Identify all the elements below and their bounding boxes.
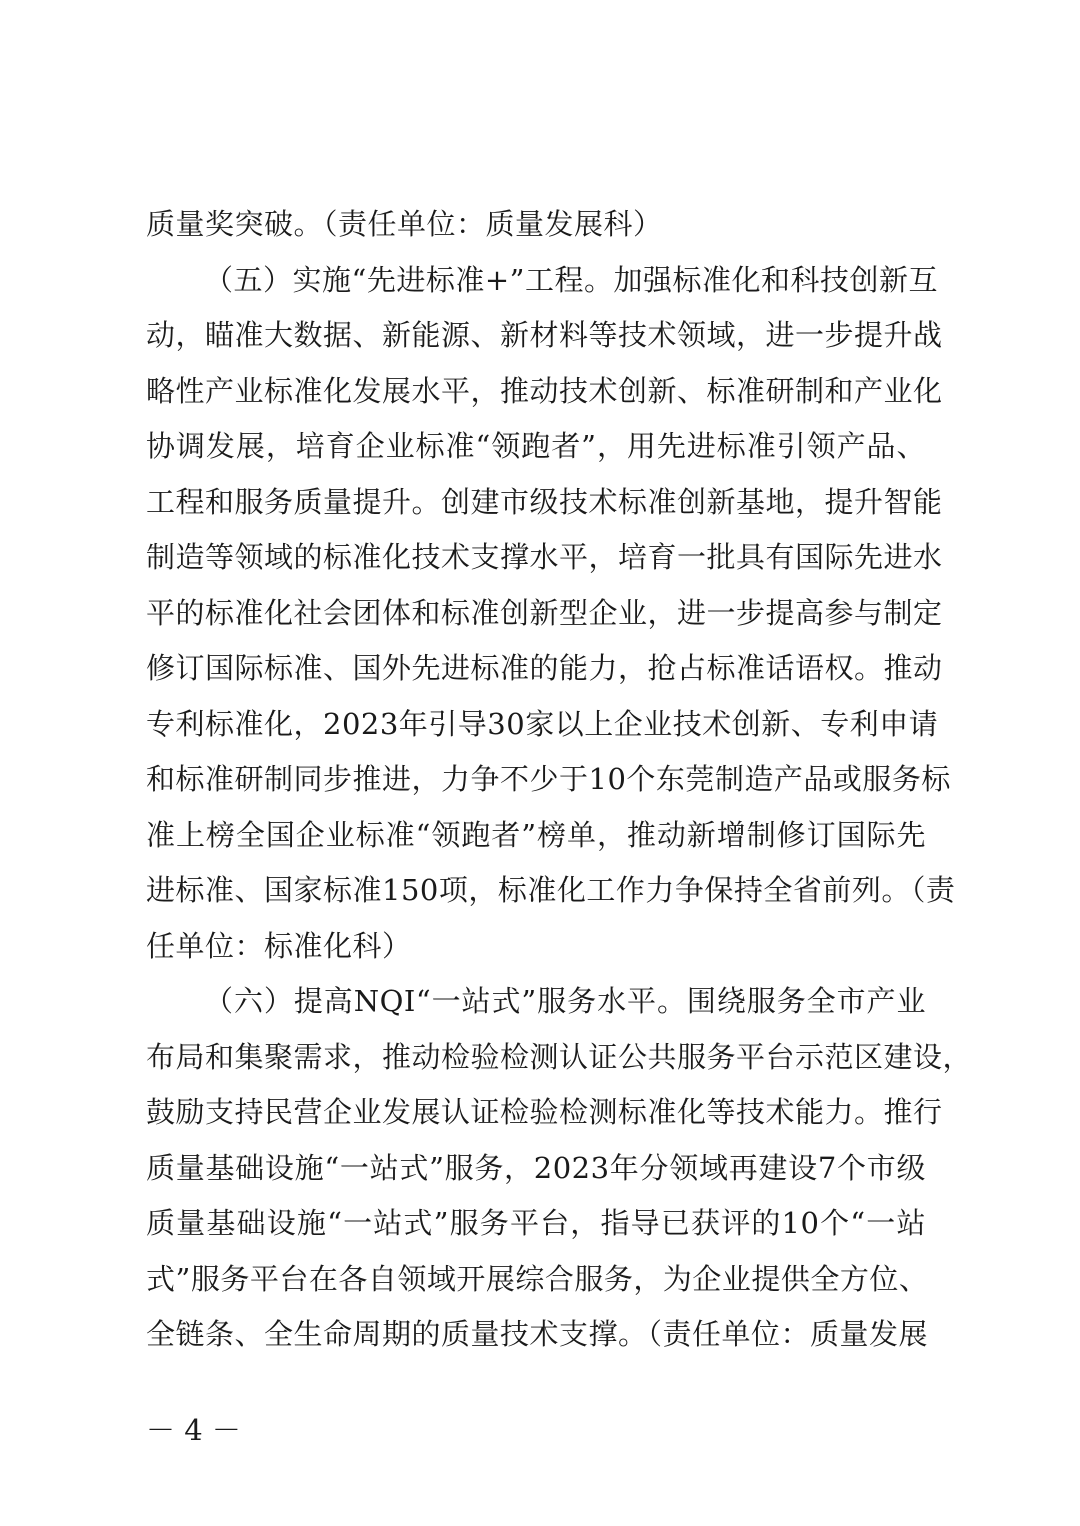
page-number: － 4 －: [146, 1413, 241, 1447]
text-line-13: 进标准、国家标准150项，标准化工作力争保持全省前列。（责: [146, 873, 956, 907]
text-line-7: 制造等领域的标准化技术支撑水平，培育一批具有国际先进水: [146, 540, 943, 574]
text-line-21: 全链条、全生命周期的质量技术支撑。（责任单位：质量发展: [146, 1317, 929, 1351]
text-line-20: 式”服务平台在各自领域开展综合服务，为企业提供全方位、: [146, 1262, 929, 1296]
text-line-4: 略性产业标准化发展水平，推动技术创新、标准研制和产业化: [146, 374, 943, 408]
text-line-8: 平的标准化社会团体和标准创新型企业，进一步提高参与制定: [146, 596, 943, 630]
section-five-heading-line: （五）实施“先进标准+”工程。加强标准化和科技创新互: [204, 263, 938, 297]
text-line-17: 鼓励支持民营企业发展认证检验检测标准化等技术能力。推行: [146, 1095, 943, 1129]
text-line-9: 修订国际标准、国外先进标准的能力，抢占标准话语权。推动: [146, 651, 943, 685]
text-line-12: 准上榜全国企业标准“领跑者”榜单，推动新增制修订国际先: [146, 818, 926, 852]
section-six-heading-line: （六）提高NQI“一站式”服务水平。围绕服务全市产业: [204, 984, 926, 1018]
text-line-10: 专利标准化，2023年引导30家以上企业技术创新、专利申请: [146, 707, 939, 741]
text-line-6: 工程和服务质量提升。创建市级技术标准创新基地，提升智能: [146, 485, 943, 519]
text-line-5: 协调发展，培育企业标准“领跑者”，用先进标准引领产品、: [146, 429, 926, 463]
text-line-14: 任单位：标准化科）: [146, 929, 412, 963]
text-line-3: 动，瞄准大数据、新能源、新材料等技术领域，进一步提升战: [146, 318, 943, 352]
text-line-16: 布局和集聚需求，推动检验检测认证公共服务平台示范区建设，: [146, 1040, 973, 1074]
text-line-1: 质量奖突破。（责任单位：质量发展科）: [146, 207, 663, 241]
text-line-19: 质量基础设施“一站式”服务平台，指导已获评的10个“一站: [146, 1206, 926, 1240]
text-line-11: 和标准研制同步推进，力争不少于10个东莞制造产品或服务标: [146, 762, 951, 796]
text-line-18: 质量基础设施“一站式”服务，2023年分领域再建设7个市级: [146, 1151, 926, 1185]
